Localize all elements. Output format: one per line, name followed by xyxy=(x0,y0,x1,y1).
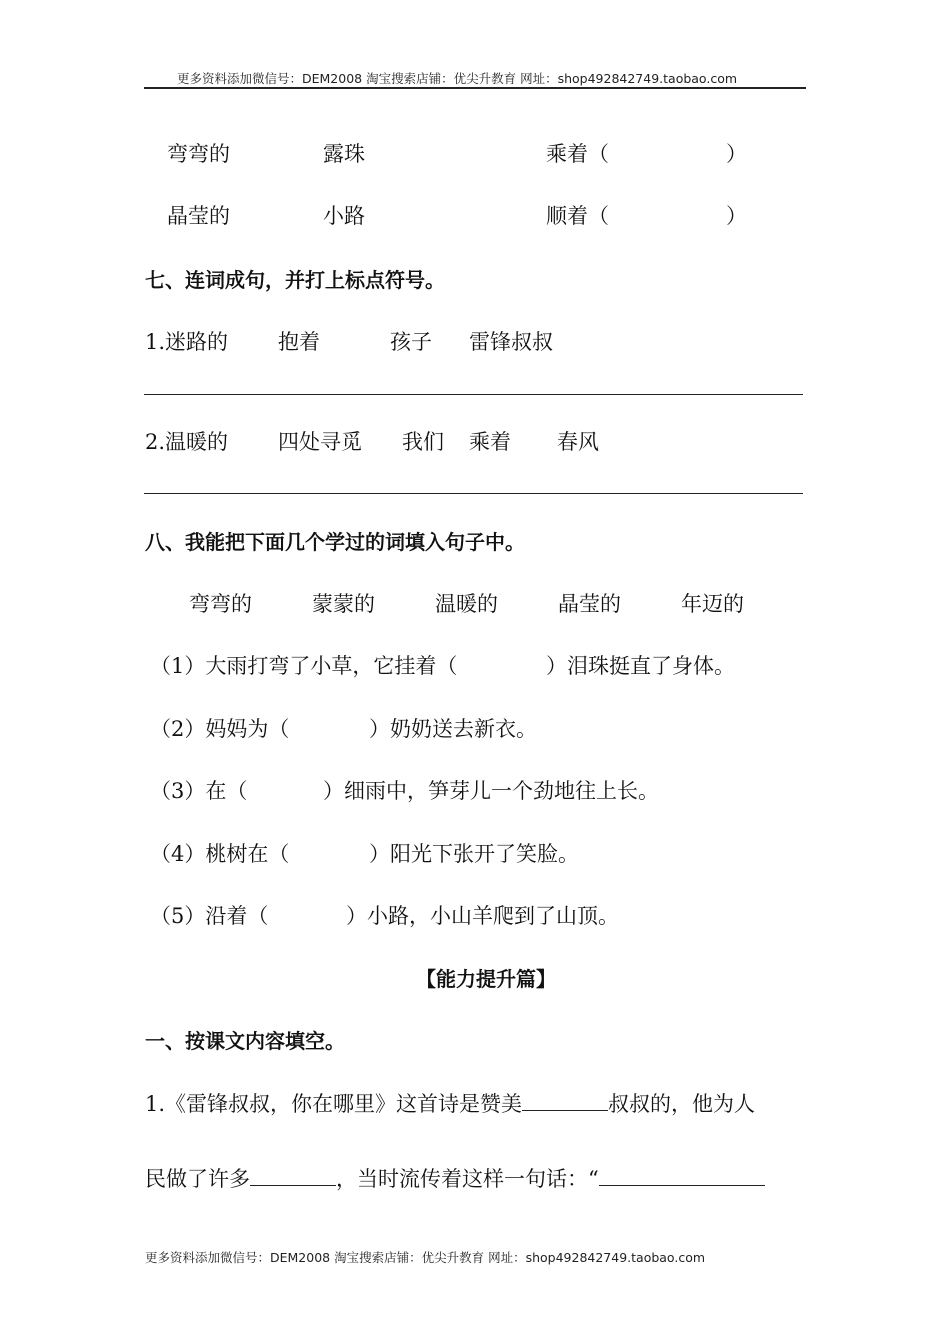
sentence-3-pre: （3）在（ xyxy=(150,779,248,803)
word-bank-1: 弯弯的 xyxy=(189,592,252,616)
match-row2-right: 顺着（ xyxy=(546,204,609,228)
q2-word-3: 我们 xyxy=(402,430,444,454)
page-footer: 更多资料添加微信号：DEM2008 淘宝搜索店铺：优尖升教育 网址：shop492842749.taobao.com xyxy=(145,1250,706,1265)
match-row2-left: 晶莹的 xyxy=(167,204,230,228)
match-row1-close: ） xyxy=(726,142,747,166)
q1-word-2: 抱着 xyxy=(278,330,320,354)
sentence-4-pre: （4）桃树在（ xyxy=(150,842,290,866)
section7-title: 七、连词成句，并打上标点符号。 xyxy=(145,268,445,292)
fill-line1-start: 1.《雷锋叔叔，你在哪里》这首诗是赞美 xyxy=(145,1092,523,1116)
match-row1-middle: 露珠 xyxy=(323,142,365,166)
ability-heading: 【能力提升篇】 xyxy=(416,967,556,991)
fill-line2-start: 民做了许多 xyxy=(145,1167,250,1191)
fill-line1-end: 叔叔的，他为人 xyxy=(608,1092,756,1116)
fill-line1 xyxy=(145,1088,755,1118)
fill-line2-end: ，当时流传着这样一句话：“ xyxy=(336,1167,599,1191)
sentence-1-pre: （1）大雨打弯了小草，它挂着（ xyxy=(150,654,458,678)
sentence-3-post: ）细雨中，笋芽儿一个劲地往上长。 xyxy=(323,779,659,803)
sentence-1-post: ）泪珠挺直了身体。 xyxy=(546,654,735,678)
header-rule xyxy=(144,87,806,89)
q2-word-1: 2.温暖的 xyxy=(145,430,229,454)
section8-title: 八、我能把下面几个学过的词填入句子中。 xyxy=(145,530,525,554)
q1-word-4: 雷锋叔叔 xyxy=(469,330,553,354)
match-row1-left: 弯弯的 xyxy=(167,142,230,166)
match-row2-close: ） xyxy=(726,204,747,228)
match-row1-right: 乘着（ xyxy=(546,142,609,166)
fill-blank-3[interactable] xyxy=(599,1167,765,1186)
word-bank-3: 温暖的 xyxy=(435,592,498,616)
q1-answer-line[interactable] xyxy=(144,394,803,395)
word-bank-5: 年迈的 xyxy=(681,592,744,616)
match-row2-middle: 小路 xyxy=(323,204,365,228)
q2-word-4: 乘着 xyxy=(469,430,511,454)
sentence-5-pre: （5）沿着（ xyxy=(150,904,269,928)
q1-word-1: 1.迷路的 xyxy=(145,330,229,354)
sentence-4-post: ）阳光下张开了笑脸。 xyxy=(369,842,579,866)
section1-title: 一、按课文内容填空。 xyxy=(145,1029,345,1053)
q1-word-3: 孩子 xyxy=(390,330,432,354)
q2-answer-line[interactable] xyxy=(144,493,803,494)
sentence-2-post: ）奶奶送去新衣。 xyxy=(369,717,537,741)
sentence-2-pre: （2）妈妈为（ xyxy=(150,717,290,741)
fill-blank-2[interactable] xyxy=(250,1167,336,1186)
fill-blank-1[interactable] xyxy=(522,1092,608,1111)
sentence-5-post: ）小路，小山羊爬到了山顶。 xyxy=(346,904,619,928)
q2-word-5: 春风 xyxy=(557,430,599,454)
q2-word-2: 四处寻觅 xyxy=(278,430,362,454)
word-bank-4: 晶莹的 xyxy=(558,592,621,616)
fill-line2 xyxy=(145,1163,765,1193)
word-bank-2: 蒙蒙的 xyxy=(312,592,375,616)
page-header: 更多资料添加微信号：DEM2008 淘宝搜索店铺：优尖升教育 网址：shop492842749.taobao.com xyxy=(177,71,738,86)
